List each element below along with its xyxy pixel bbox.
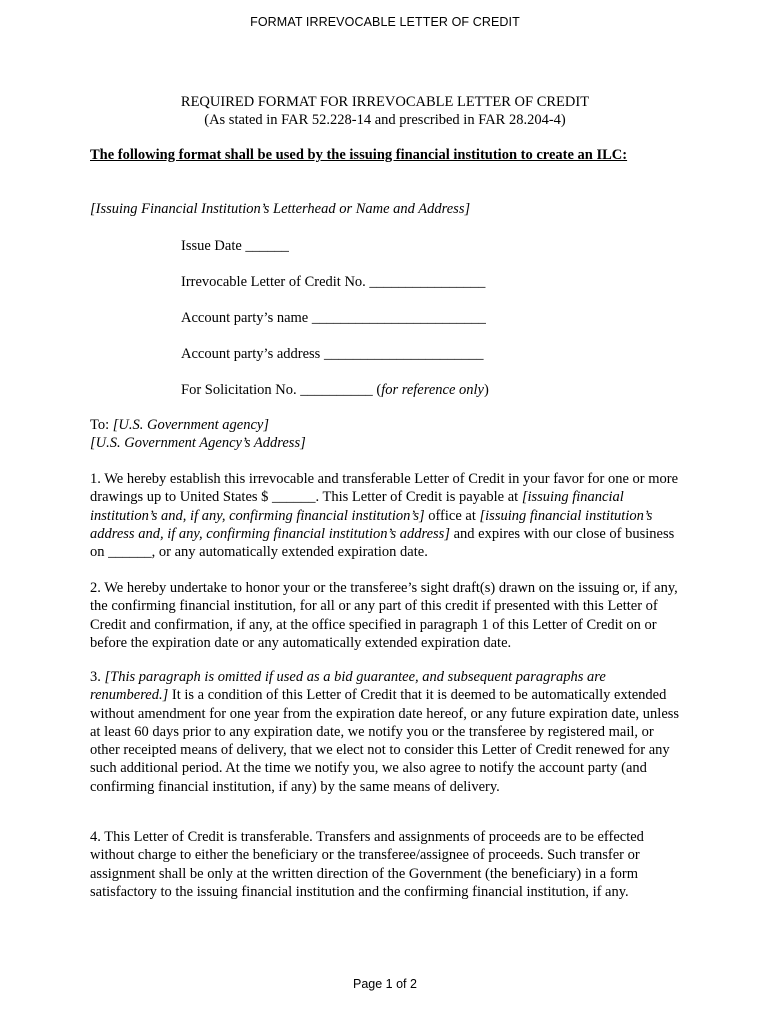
- addressee-line-1: [90, 416, 306, 434]
- p1-text-c: office at: [424, 507, 480, 524]
- ilc-number-field: Irrevocable Letter of Credit No. ________________: [181, 274, 486, 290]
- page-header: FORMAT IRREVOCABLE LETTER OF CREDIT: [250, 15, 520, 29]
- title-line-1: REQUIRED FORMAT FOR IRREVOCABLE LETTER OF CREDIT: [180, 94, 590, 110]
- p1-address-placeholder: [issuing financial institution’s address and, if any, confirming financial institution’s address]: [90, 507, 653, 542]
- page-number: Page 1 of 2: [353, 977, 417, 991]
- title-line-2: (As stated in FAR 52.228-14 and prescribed in FAR 28.204-4): [204, 112, 566, 128]
- p3-bid-guarantee-note: [This paragraph is omitted if used as a bid guarantee, and subsequent paragraphs are renumbered.]: [90, 669, 606, 704]
- solicitation-prefix: For Solicitation No. __________ (: [181, 382, 382, 398]
- to-label: To:: [90, 417, 113, 433]
- solicitation-number-field: [181, 381, 489, 417]
- document-title: [0, 93, 770, 129]
- p1-text-e: and expires with our close of business on ______, or any automatically extended expiration date.: [90, 525, 675, 561]
- agency-placeholder: [U.S. Government agency]: [112, 417, 269, 433]
- agency-address-placeholder: [U.S. Government Agency’s Address]: [90, 435, 306, 451]
- paragraph-4: 4. This Letter of Credit is transferable. Transfers and assignments of proceeds are to be effected without charge to either the beneficiary or the transferee/assignee of proceeds. Such transfer or assignment shall be only at the written direction of the Government (the beneficiary) in a form satisfactory to the issuing financial institution and the confirming financial institution, if any.: [90, 829, 644, 900]
- p1-institution-placeholder: [issuing financial institution’s and, if any, confirming financial institution’s]: [90, 489, 624, 524]
- issue-date-field: Issue Date ______: [181, 238, 289, 254]
- letterhead-placeholder: [Issuing Financial Institution’s Letterhead or Name and Address]: [90, 201, 471, 217]
- p1-text-a: 1. We hereby establish this irrevocable and transferable Letter of Credit in your favor for one or more drawings up to United States $ ______. This Letter of Credit is payable at: [90, 471, 679, 506]
- format-instruction: The following format shall be used by the issuing financial institution to create an ILC:: [90, 147, 628, 163]
- paragraph-3: [90, 668, 682, 796]
- p3-text: It is a condition of this Letter of Credit that it is deemed to be automatically extended without amendment for one year from the expiration date hereof, or any future expiration date, unless at least 60 days prior to any expiration date, we notify you or the transferee by registered mail, or other receipted means of delivery, that we elect not to consider this Letter of Credit renewed for any such additional period. At the time we notify you, we also agree to notify the account party (and confirming financial institution, if any) by the same means of delivery.: [90, 687, 680, 795]
- account-party-name-field: Account party’s name ________________________: [181, 310, 486, 326]
- p3-number: 3.: [90, 669, 105, 685]
- paragraph-2: 2. We hereby undertake to honor your or the transferee’s sight draft(s) drawn on the issuing or, if any, the confirming financial institution, for all or any part of this credit if presented with this Letter of Credit and confirmation, if any, at the office specified in paragraph 1 of this Letter of Credit on or before the expiration date or any automatically extended expiration date.: [90, 580, 678, 651]
- letter-fields: [181, 237, 489, 417]
- addressee-block: [90, 416, 306, 452]
- addressee-line-2: [90, 434, 306, 452]
- account-party-address-field: Account party’s address ______________________: [181, 346, 484, 362]
- paragraph-1: [90, 470, 682, 561]
- solicitation-suffix: ): [484, 382, 489, 398]
- solicitation-note: for reference only: [381, 382, 484, 398]
